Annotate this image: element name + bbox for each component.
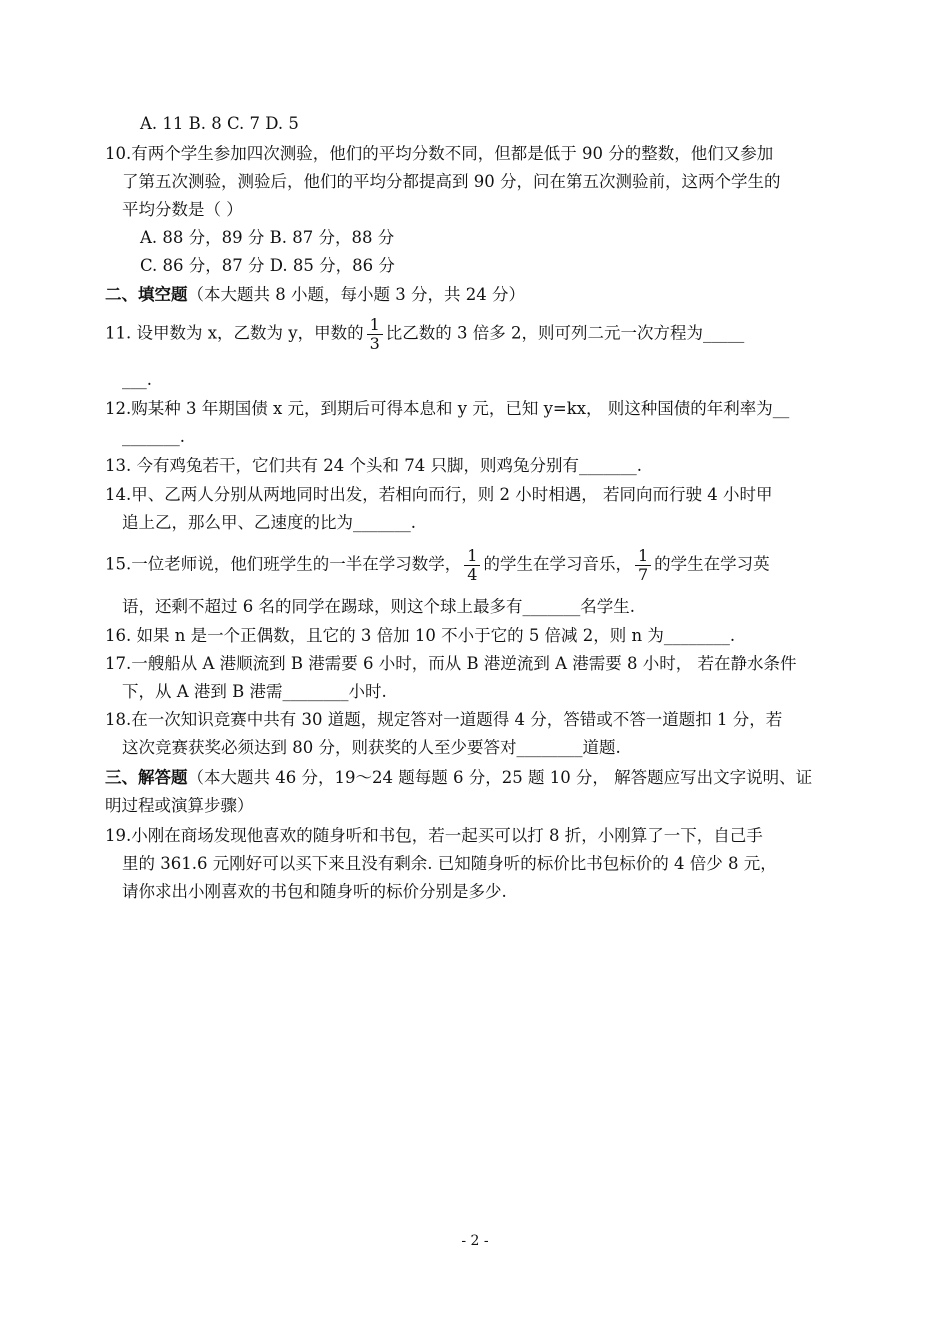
q15-fraction-1	[464, 547, 480, 583]
q11-line-1	[105, 316, 744, 352]
q10-options-cd: C. 86 分，87 分 D. 85 分，86 分	[140, 256, 395, 275]
q15-text-mid: 的学生在学习音乐，	[483, 554, 632, 574]
q18-line-2: 这次竞赛获奖必须达到 80 分，则获奖的人至少要答对________道题.	[122, 738, 621, 757]
q10-line-1: 10.有两个学生参加四次测验，他们的平均分数不同，但都是低于 90 分的整数，他们又参加	[105, 144, 774, 163]
q16: 16. 如果 n 是一个正偶数，且它的 3 倍加 10 不小于它的 5 倍减 2，则 n 为________.	[105, 626, 736, 645]
section-3-desc: （本大题共 46 分，19～24 题每题 6 分，25 题 10 分， 解答题应写出文字说明、证	[187, 768, 813, 787]
q18-line-1: 18.在一次知识竞赛中共有 30 道题，规定答对一道题得 4 分，答错或不答一道题扣 1 分，若	[105, 710, 783, 729]
q12-line-1: 12.购某种 3 年期国债 x 元，到期后可得本息和 y 元，已知 y=kx， 则这种国债的年利率为__	[105, 399, 790, 418]
q11-line-2: ___.	[122, 370, 152, 389]
q19-line-3: 请你求出小刚喜欢的书包和随身听的标价分别是多少.	[122, 882, 507, 901]
q13: 13. 今有鸡兔若干，它们共有 24 个头和 74 只脚，则鸡兔分别有_______.	[105, 456, 642, 475]
q15-text-pre: 15.一位老师说，他们班学生的一半在学习数学，	[105, 554, 462, 574]
section-2-desc: （本大题共 8 小题，每小题 3 分，共 24 分）	[187, 285, 525, 304]
q10-line-2: 了第五次测验，测验后，他们的平均分都提高到 90 分，问在第五次测验前，这两个学生的	[122, 172, 781, 191]
section-2-heading	[105, 281, 525, 309]
q10-options-ab: A. 88 分，89 分 B. 87 分，88 分	[140, 228, 395, 247]
q11-fraction-numerator: 1	[367, 316, 383, 335]
q11-text-pre: 11. 设甲数为 x，乙数为 y，甲数的	[105, 323, 364, 343]
q15-line-2: 语，还剩不超过 6 名的同学在踢球，则这个球上最多有_______名学生.	[122, 597, 635, 616]
q12-line-2: _______.	[122, 427, 185, 446]
section-3-desc-cont: 明过程或演算步骤）	[105, 796, 254, 815]
page-number: - 2 -	[461, 1233, 489, 1249]
q17-line-2: 下，从 A 港到 B 港需________小时.	[122, 682, 387, 701]
section-2-title: 二、填空题	[105, 285, 188, 304]
section-3-title: 三、解答题	[105, 768, 188, 787]
q19-line-2: 里的 361.6 元刚好可以买下来且没有剩余. 已知随身听的标价比书包标价的 4 倍少 8 元，	[122, 854, 777, 873]
q15-fraction-2-numerator: 1	[635, 547, 651, 566]
q9-options: A. 11 B. 8 C. 7 D. 5	[140, 114, 299, 133]
q11-fraction-denominator: 3	[369, 333, 380, 353]
q19-line-1: 19.小刚在商场发现他喜欢的随身听和书包，若一起买可以打 8 折，小刚算了一下，自己手	[105, 826, 763, 845]
q15-fraction-2	[635, 547, 651, 583]
q10-line-3: 平均分数是（ ）	[122, 200, 243, 219]
q11-fraction	[367, 316, 383, 352]
q11-text-post: 比乙数的 3 倍多 2，则可列二元一次方程为_____	[385, 323, 745, 343]
q14-line-1: 14.甲、乙两人分别从两地同时出发，若相向而行，则 2 小时相遇， 若同向而行驶 4 小时甲	[105, 485, 773, 504]
section-3-heading	[105, 764, 812, 792]
q15-line-1	[105, 547, 770, 583]
q15-text-post: 的学生在学习英	[654, 554, 770, 574]
q14-line-2: 追上乙，那么甲、乙速度的比为_______.	[122, 513, 416, 532]
q17-line-1: 17.一艘船从 A 港顺流到 B 港需要 6 小时，而从 B 港逆流到 A 港需要 8 小时， 若在静水条件	[105, 654, 797, 673]
q15-fraction-1-numerator: 1	[464, 547, 480, 566]
q15-fraction-2-denominator: 7	[637, 564, 649, 584]
q15-fraction-1-denominator: 4	[467, 564, 478, 584]
